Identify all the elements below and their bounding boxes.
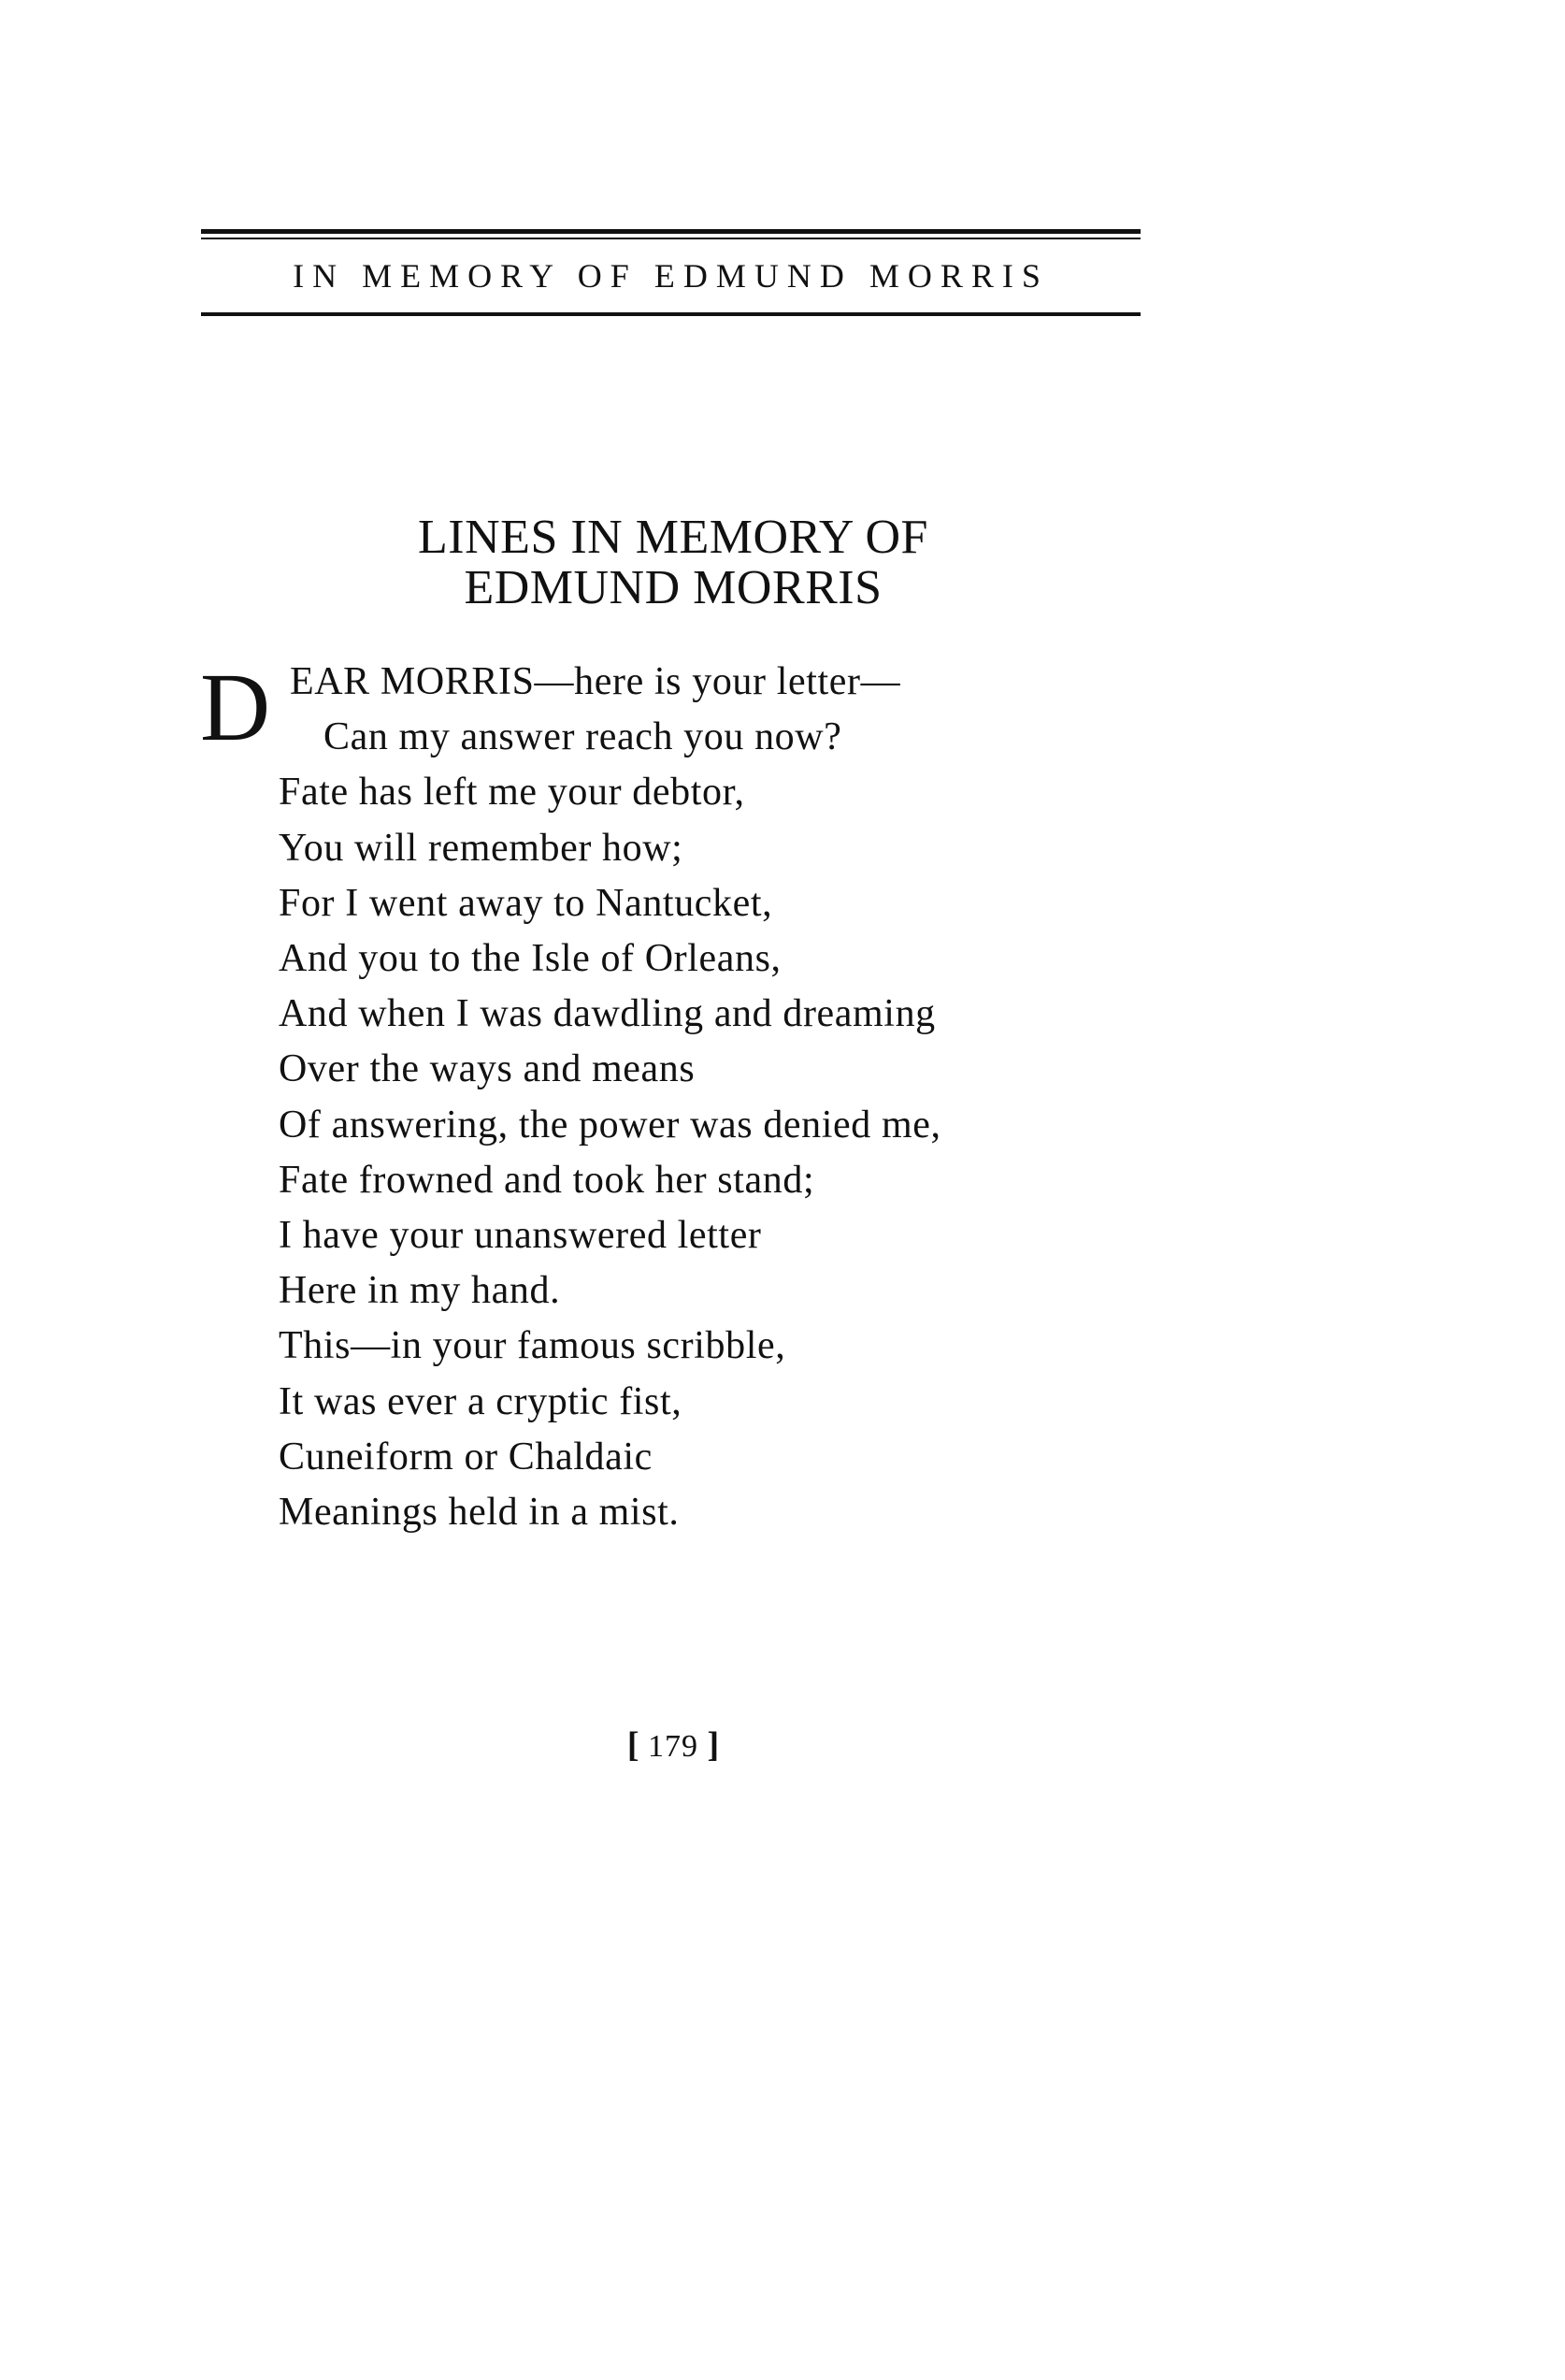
- poem-line: Here in my hand.: [279, 1269, 561, 1313]
- header-rule-top-thin: [201, 238, 1141, 239]
- poem-title-line-2: EDMUND MORRIS: [464, 561, 883, 614]
- page-number-value: 179: [648, 1729, 698, 1764]
- poem-line: For I went away to Nantucket,: [279, 881, 773, 925]
- poem-line: You will remember how;: [279, 826, 683, 870]
- poem-line: It was ever a cryptic fist,: [279, 1379, 682, 1423]
- poem-title-line-1: LINES IN MEMORY OF: [418, 511, 928, 564]
- header-rule-bottom: [201, 312, 1141, 316]
- poem-line: I have your unanswered letter: [279, 1214, 762, 1258]
- poem-line: And you to the Isle of Orleans,: [279, 937, 782, 981]
- page-number: [580, 1724, 767, 1768]
- page-number-close-bracket: ]: [707, 1725, 720, 1765]
- poem-line: Fate has left me your debtor,: [279, 771, 745, 815]
- poem-line: Of answering, the power was denied me,: [279, 1103, 941, 1147]
- poem-line: Over the ways and means: [279, 1047, 696, 1091]
- drop-cap: D: [200, 654, 271, 761]
- poem-line: Can my answer reach you now?: [323, 715, 842, 759]
- page-number-open-bracket: [: [626, 1725, 639, 1765]
- poem-line: Meanings held in a mist.: [279, 1491, 680, 1535]
- poem-line: This—in your famous scribble,: [279, 1324, 786, 1368]
- poem-title: [280, 512, 1066, 613]
- poem-stanza: [279, 655, 1139, 1540]
- poem-line: And when I was dawdling and dreaming: [279, 992, 936, 1036]
- header-rule-top: [201, 229, 1141, 234]
- poem-line: Fate frowned and took her stand;: [279, 1158, 815, 1202]
- running-head: IN MEMORY OF EDMUND MORRIS: [293, 257, 1049, 295]
- poem-line: EAR MORRIS—here is your letter—: [290, 660, 901, 703]
- poem-line: Cuneiform or Chaldaic: [279, 1435, 653, 1478]
